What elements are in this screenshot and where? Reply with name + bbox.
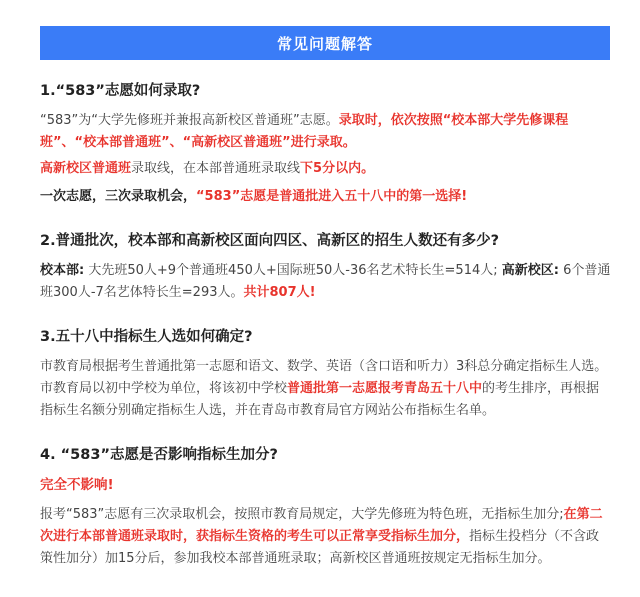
question-2-title: 2.普通批次，校本部和高新校区面向四区、高新区的招生人数还有多少? (40, 233, 500, 249)
q1-text-2: 录取线，在本部普通班录取线 (131, 161, 301, 176)
q2-main-campus-text: 大先班50人+9个普通班450人+国际班50人-36名艺术特长生=514人; (88, 263, 498, 278)
q1-text: “583”为“大学先修班并兼报高新校区普通班”志愿。 (40, 113, 339, 128)
question-1-paragraph-2 (40, 158, 612, 180)
q2-main-campus-label: 校本部: (40, 263, 85, 278)
q1-highlight-choice: “583”志愿是普通批进入五十八中的第一选择! (196, 189, 468, 204)
question-4-paragraph (40, 504, 612, 570)
q1-highlight: 录取时，依次按照“校本部大学先修课程班”、“校本部普通班”、“高新校区普通班”进行录取。 (40, 113, 569, 150)
q2-new-campus-text: 6个普通班300人-7名艺体特长生=293人。 (40, 263, 611, 300)
question-4-title: 4. “583”志愿是否影响指标生加分? (40, 447, 278, 463)
q1-highlight-campus: 高新校区普通班 (40, 161, 132, 176)
question-1-title: 1.“583”志愿如何录取? (40, 83, 201, 99)
q3-text-2: 的考生排序，再根据指标生名额分别确定指标生人选，并在青岛市教育局官方网站公布指标生名单。 (40, 381, 600, 418)
question-1-paragraph-3 (40, 186, 612, 208)
q4-highlight: 在第二次进行本部普通班录取时，获指标生资格的考生可以正常享受指标生加分， (40, 507, 603, 544)
question-3-paragraph (40, 356, 612, 422)
q1-highlight-score: 下5分以内。 (300, 161, 375, 176)
q4-text-2: 指标生投档分（不含政策性加分）加15分后，参加我校本部普通班录取；高新校区普通班按规定无指标生加分。 (40, 529, 600, 566)
q1-bold-text: 一次志愿，三次录取机会， (40, 189, 197, 204)
question-4-answer: 完全不影响! (40, 477, 114, 493)
q3-highlight: 普通批第一志愿报考青岛五十八中 (287, 381, 483, 396)
faq-content (40, 70, 612, 574)
question-3-title: 3.五十八中指标生人选如何确定? (40, 329, 253, 345)
q2-total: 共计807人! (243, 285, 316, 300)
q2-new-campus-label: 高新校区: (501, 263, 559, 278)
question-1-paragraph-1 (40, 110, 612, 154)
question-2-paragraph (40, 260, 612, 304)
q4-text-1: 报考“583”志愿有三次录取机会，按照市教育局规定，大学先修班为特色班，无指标生加分; (40, 507, 564, 522)
faq-banner: 常见问题解答 (40, 26, 610, 60)
q3-text-1: 市教育局根据考生普通批第一志愿和语文、数学、英语（含口语和听力）3科总分确定指标生人选。市教育局以初中学校为单位，将该初中学校 (40, 359, 608, 396)
